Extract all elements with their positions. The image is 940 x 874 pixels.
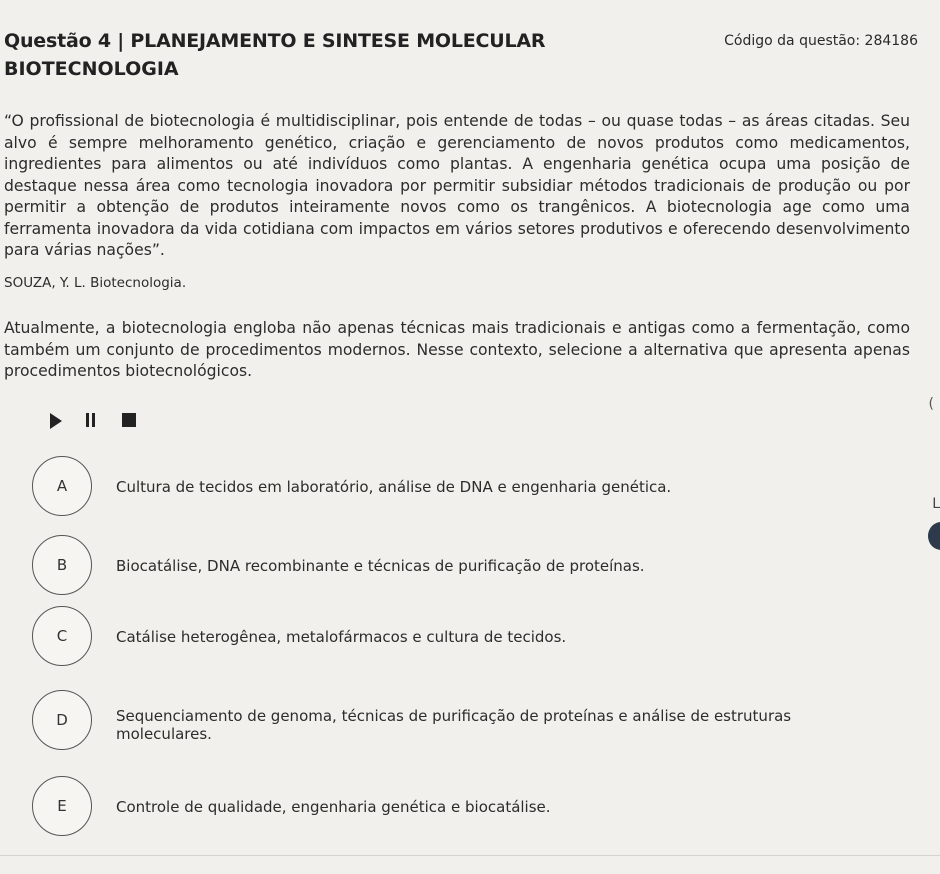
quote-source: SOUZA, Y. L. Biotecnologia. (4, 275, 187, 291)
option-text: Sequenciamento de genoma, técnicas de purificação de proteínas e análise de estruturas moleculares. (116, 707, 792, 743)
option-text: Controle de qualidade, engenharia genética e biocatálise. (116, 798, 551, 816)
option-b[interactable] (32, 535, 892, 595)
option-text: Catálise heterogênea, metalofármacos e cultura de tecidos. (116, 628, 567, 646)
question-title: Questão 4 | PLANEJAMENTO E SINTESE MOLECULAR (4, 30, 546, 52)
edge-avatar (928, 522, 940, 550)
option-letter[interactable]: E (32, 776, 92, 836)
option-letter[interactable]: B (32, 535, 92, 595)
option-letter[interactable]: A (32, 456, 92, 516)
option-text: Cultura de tecidos em laboratório, análise de DNA e engenharia genética. (116, 478, 672, 496)
question-code: Código da questão: 284186 (724, 33, 918, 49)
option-d[interactable] (32, 690, 892, 750)
option-e[interactable] (32, 776, 892, 836)
play-icon[interactable] (50, 413, 62, 429)
audio-controls (50, 410, 170, 432)
option-text: Biocatálise, DNA recombinante e técnicas de purificação de proteínas. (116, 557, 645, 575)
option-c[interactable] (32, 606, 892, 666)
edge-paren-glyph: ( (928, 396, 934, 412)
question-quote: “O profissional de biotecnologia é multidisciplinar, pois entende de todas – ou quase todas – as áreas citadas. Seu alvo é sempre melhoramento genético, criação e gerenciamento de novos produtos como medicamentos, ingredientes para alimentos ou até indivíduos como plantas. A engenharia genética ocupa uma posição de destaque nessa área como tecnologia inovadora por permitir subsidiar métodos tradicionais de produção ou por permitir a obtenção de produtos inteiramente novos como os trangênicos. A biotecnologia age como uma ferramenta inovadora da vida cotidiana com impactos em vários setores produtivos e oferecendo desenvolvimento para várias nações”. (4, 112, 910, 259)
pause-icon[interactable] (86, 413, 96, 427)
bottom-divider (0, 855, 940, 856)
option-letter[interactable]: D (32, 690, 92, 750)
option-a[interactable] (32, 456, 892, 516)
stop-icon[interactable] (122, 413, 136, 427)
option-letter[interactable]: C (32, 606, 92, 666)
subject-label: BIOTECNOLOGIA (4, 58, 179, 80)
question-prompt: Atualmente, a biotecnologia engloba não apenas técnicas mais tradicionais e antigas como a fermentação, como também um conjunto de procedimentos modernos. Nesse contexto, selecione a alternativa que apresenta apenas procedimentos biotecnológicos. (4, 319, 910, 380)
edge-l-glyph: L (932, 496, 940, 512)
